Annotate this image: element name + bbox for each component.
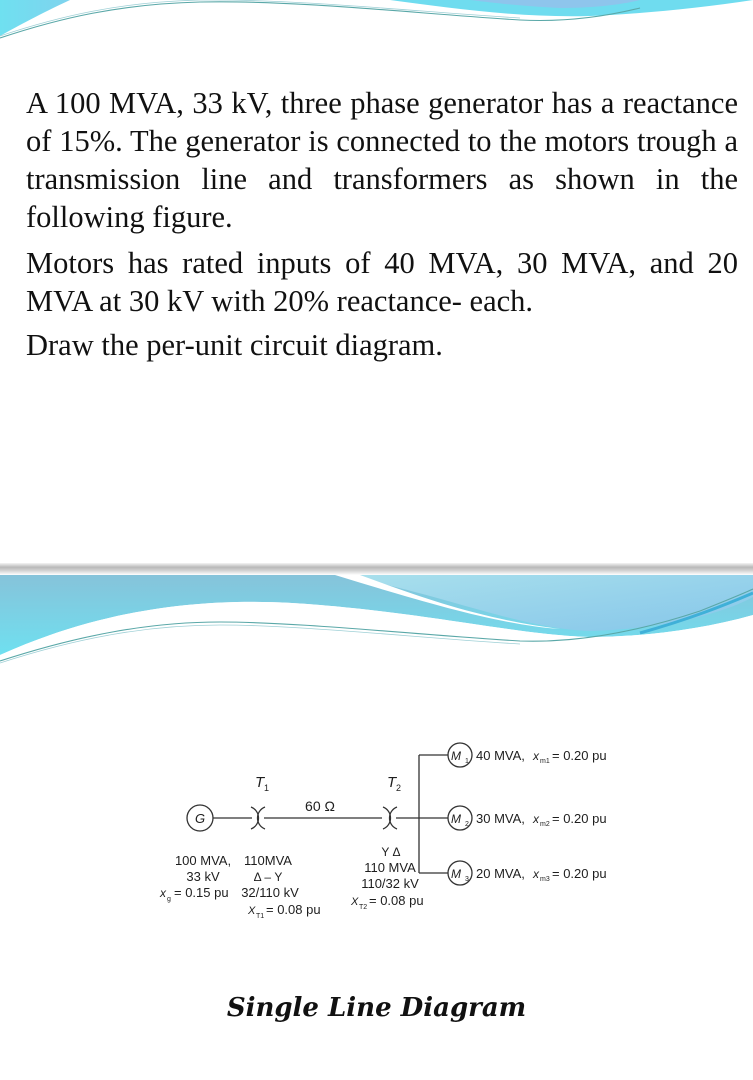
motor2-reactance-value: = 0.20 pu — [552, 811, 607, 826]
problem-text-generator: A 100 MVA, 33 kV, three phase generator has a reactance of 15%. The generator is connected to the motors trough a transmission line and transformers as shown in the following figure. — [26, 86, 738, 234]
t2-specs — [350, 845, 424, 911]
motor2-rating: 30 MVA, — [476, 811, 525, 826]
motor1-reactance-symbol: x — [533, 749, 539, 763]
t2-reactance-value: = 0.08 pu — [369, 893, 424, 908]
motor2-reactance-symbol: x — [533, 812, 539, 826]
problem-paragraph-2 — [26, 244, 738, 320]
t1-subscript: 1 — [264, 783, 270, 793]
motor2-subscript: 2 — [465, 821, 469, 828]
motor3-rating: 20 MVA, — [476, 866, 525, 881]
t1-reactance-symbol: X — [248, 905, 256, 917]
motor1-reactance-value: = 0.20 pu — [552, 748, 607, 763]
motor3-reactance-symbol: x — [533, 867, 539, 881]
t1-specs — [241, 853, 320, 920]
motor-3 — [448, 861, 607, 885]
single-line-diagram — [0, 575, 753, 995]
diagram-caption: Single Line Diagram — [226, 993, 527, 1023]
motor3-reactance-value: = 0.20 pu — [552, 866, 607, 881]
motor3-reactance-sub: m3 — [540, 876, 550, 883]
t2-connection: Y Δ — [381, 845, 401, 859]
slide-single-line-diagram — [0, 575, 753, 1080]
t2-label: T — [387, 774, 397, 791]
t2-reactance-sub: T2 — [359, 904, 368, 911]
generator-rating: 100 MVA, — [174, 853, 232, 868]
t1-connection: Δ – Y — [253, 870, 283, 884]
t2-voltage: 110/32 kV — [361, 876, 419, 891]
t1-reactance-value: = 0.08 pu — [266, 902, 321, 917]
problem-text-motors: Motors has rated inputs of 40 MVA, 30 MVA, and 20 MVA at 30 kV with 20% reactance- each. — [26, 246, 738, 318]
motor1-subscript: 1 — [465, 758, 469, 765]
motor2-symbol: M — [451, 812, 461, 826]
generator-reactance-value: = 0.15 pu — [174, 885, 229, 900]
transformer-t2-symbol — [383, 774, 401, 829]
generator-specs — [159, 853, 231, 903]
motor-1 — [448, 743, 607, 767]
slide-divider — [0, 563, 753, 575]
header-wave-decoration — [0, 0, 753, 60]
motor3-symbol: M — [451, 867, 461, 881]
motor2-reactance-sub: m2 — [540, 821, 550, 828]
generator-reactance-symbol: x — [160, 886, 166, 900]
t1-reactance-sub: T1 — [256, 913, 265, 920]
motor1-symbol: M — [451, 749, 461, 763]
problem-paragraph-1 — [26, 84, 738, 236]
generator-symbol — [187, 805, 213, 831]
t1-label: T — [255, 774, 265, 791]
motor3-subscript: 3 — [465, 876, 469, 883]
t1-voltage: 32/110 kV — [241, 885, 299, 900]
generator-label: G — [194, 811, 206, 826]
transformer-t1-symbol — [251, 774, 269, 829]
t2-subscript: 2 — [396, 783, 402, 793]
motor1-rating: 40 MVA, — [476, 748, 525, 763]
t2-rating: 110 MVA — [364, 860, 416, 875]
t1-rating: 110MVA — [244, 853, 292, 868]
generator-reactance-sub: g — [167, 896, 171, 903]
t2-reactance-symbol: X — [351, 896, 359, 908]
motor-2 — [448, 806, 607, 830]
problem-text-task: Draw the per-unit circuit diagram. — [26, 328, 443, 362]
motor1-reactance-sub: m1 — [540, 758, 550, 765]
generator-voltage: 33 kV — [186, 869, 220, 884]
line-impedance-label: 60 Ω — [305, 798, 335, 814]
problem-paragraph-3 — [26, 326, 738, 364]
